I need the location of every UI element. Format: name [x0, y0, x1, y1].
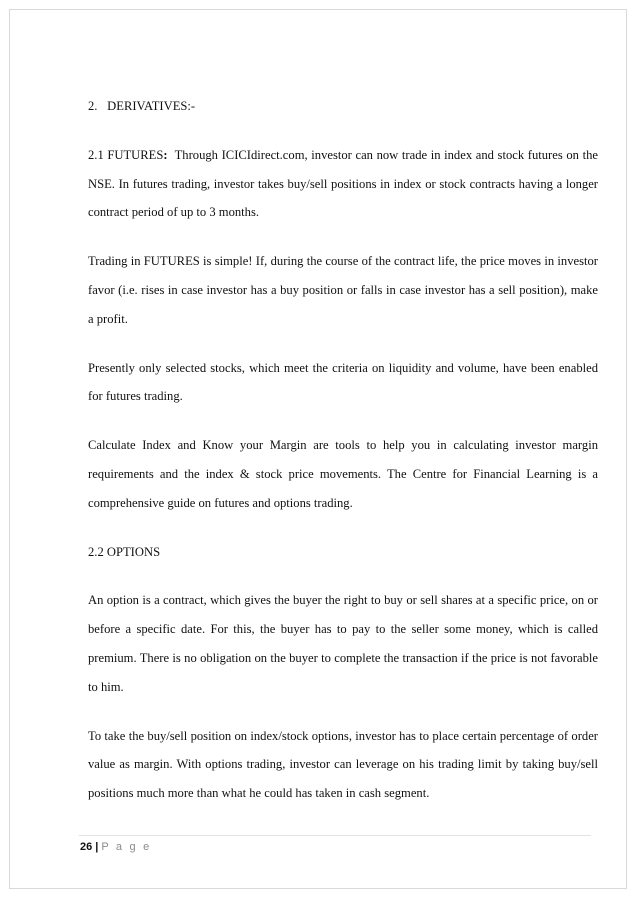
futures-paragraph-3: Presently only selected stocks, which meet the criteria on liquidity and volume, have been enabled for futures trading. [88, 360, 598, 404]
page-footer [80, 841, 151, 853]
section-number: 2. [88, 99, 98, 113]
futures-paragraph-2: Trading in FUTURES is simple! If, during the course of the contract life, the price moves in investor favor (i.e. rises in case investor has a buy position or falls in case investor has a sell position), make a profit. [88, 254, 598, 326]
futures-label: 2.1 FUTURES [88, 147, 164, 162]
section-title: DERIVATIVES:- [107, 99, 196, 113]
footer-separator: | [95, 841, 99, 853]
futures-colon: : [163, 147, 168, 162]
options-paragraph-1: An option is a contract, which gives the buyer the right to buy or sell shares at a specific price, on or before a specific date. For this, the buyer has to pay to the seller some money, which is called premium. There is no obligation on the buyer to complete the transaction if the price is not favorable to him. [88, 593, 598, 694]
options-heading: 2.2 OPTIONS [88, 544, 161, 559]
page-number: 26 [80, 841, 93, 853]
futures-paragraph-4: Calculate Index and Know your Margin are tools to help you in calculating investor margin requirements and the index & stock price movements. The Centre for Financial Learning is a comprehensive guide on futures and options trading. [88, 438, 598, 510]
document-page [9, 9, 627, 889]
section-heading [88, 92, 598, 121]
page-content [88, 92, 598, 828]
futures-paragraph-1 [88, 141, 598, 227]
footer-divider [79, 835, 591, 836]
futures-text-1: Through ICICIdirect.com, investor can now trade in index and stock futures on the NSE. In futures trading, investor takes buy/sell positions in index or stock contracts having a longer contract period of up to 3 months. [88, 147, 598, 220]
options-paragraph-2: To take the buy/sell position on index/stock options, investor has to place certain percentage of order value as margin. With options trading, investor can leverage on his trading limit by taking buy/sell positions much more than what he could has taken in cash segment. [88, 728, 598, 801]
page-label: P a g e [101, 841, 152, 853]
